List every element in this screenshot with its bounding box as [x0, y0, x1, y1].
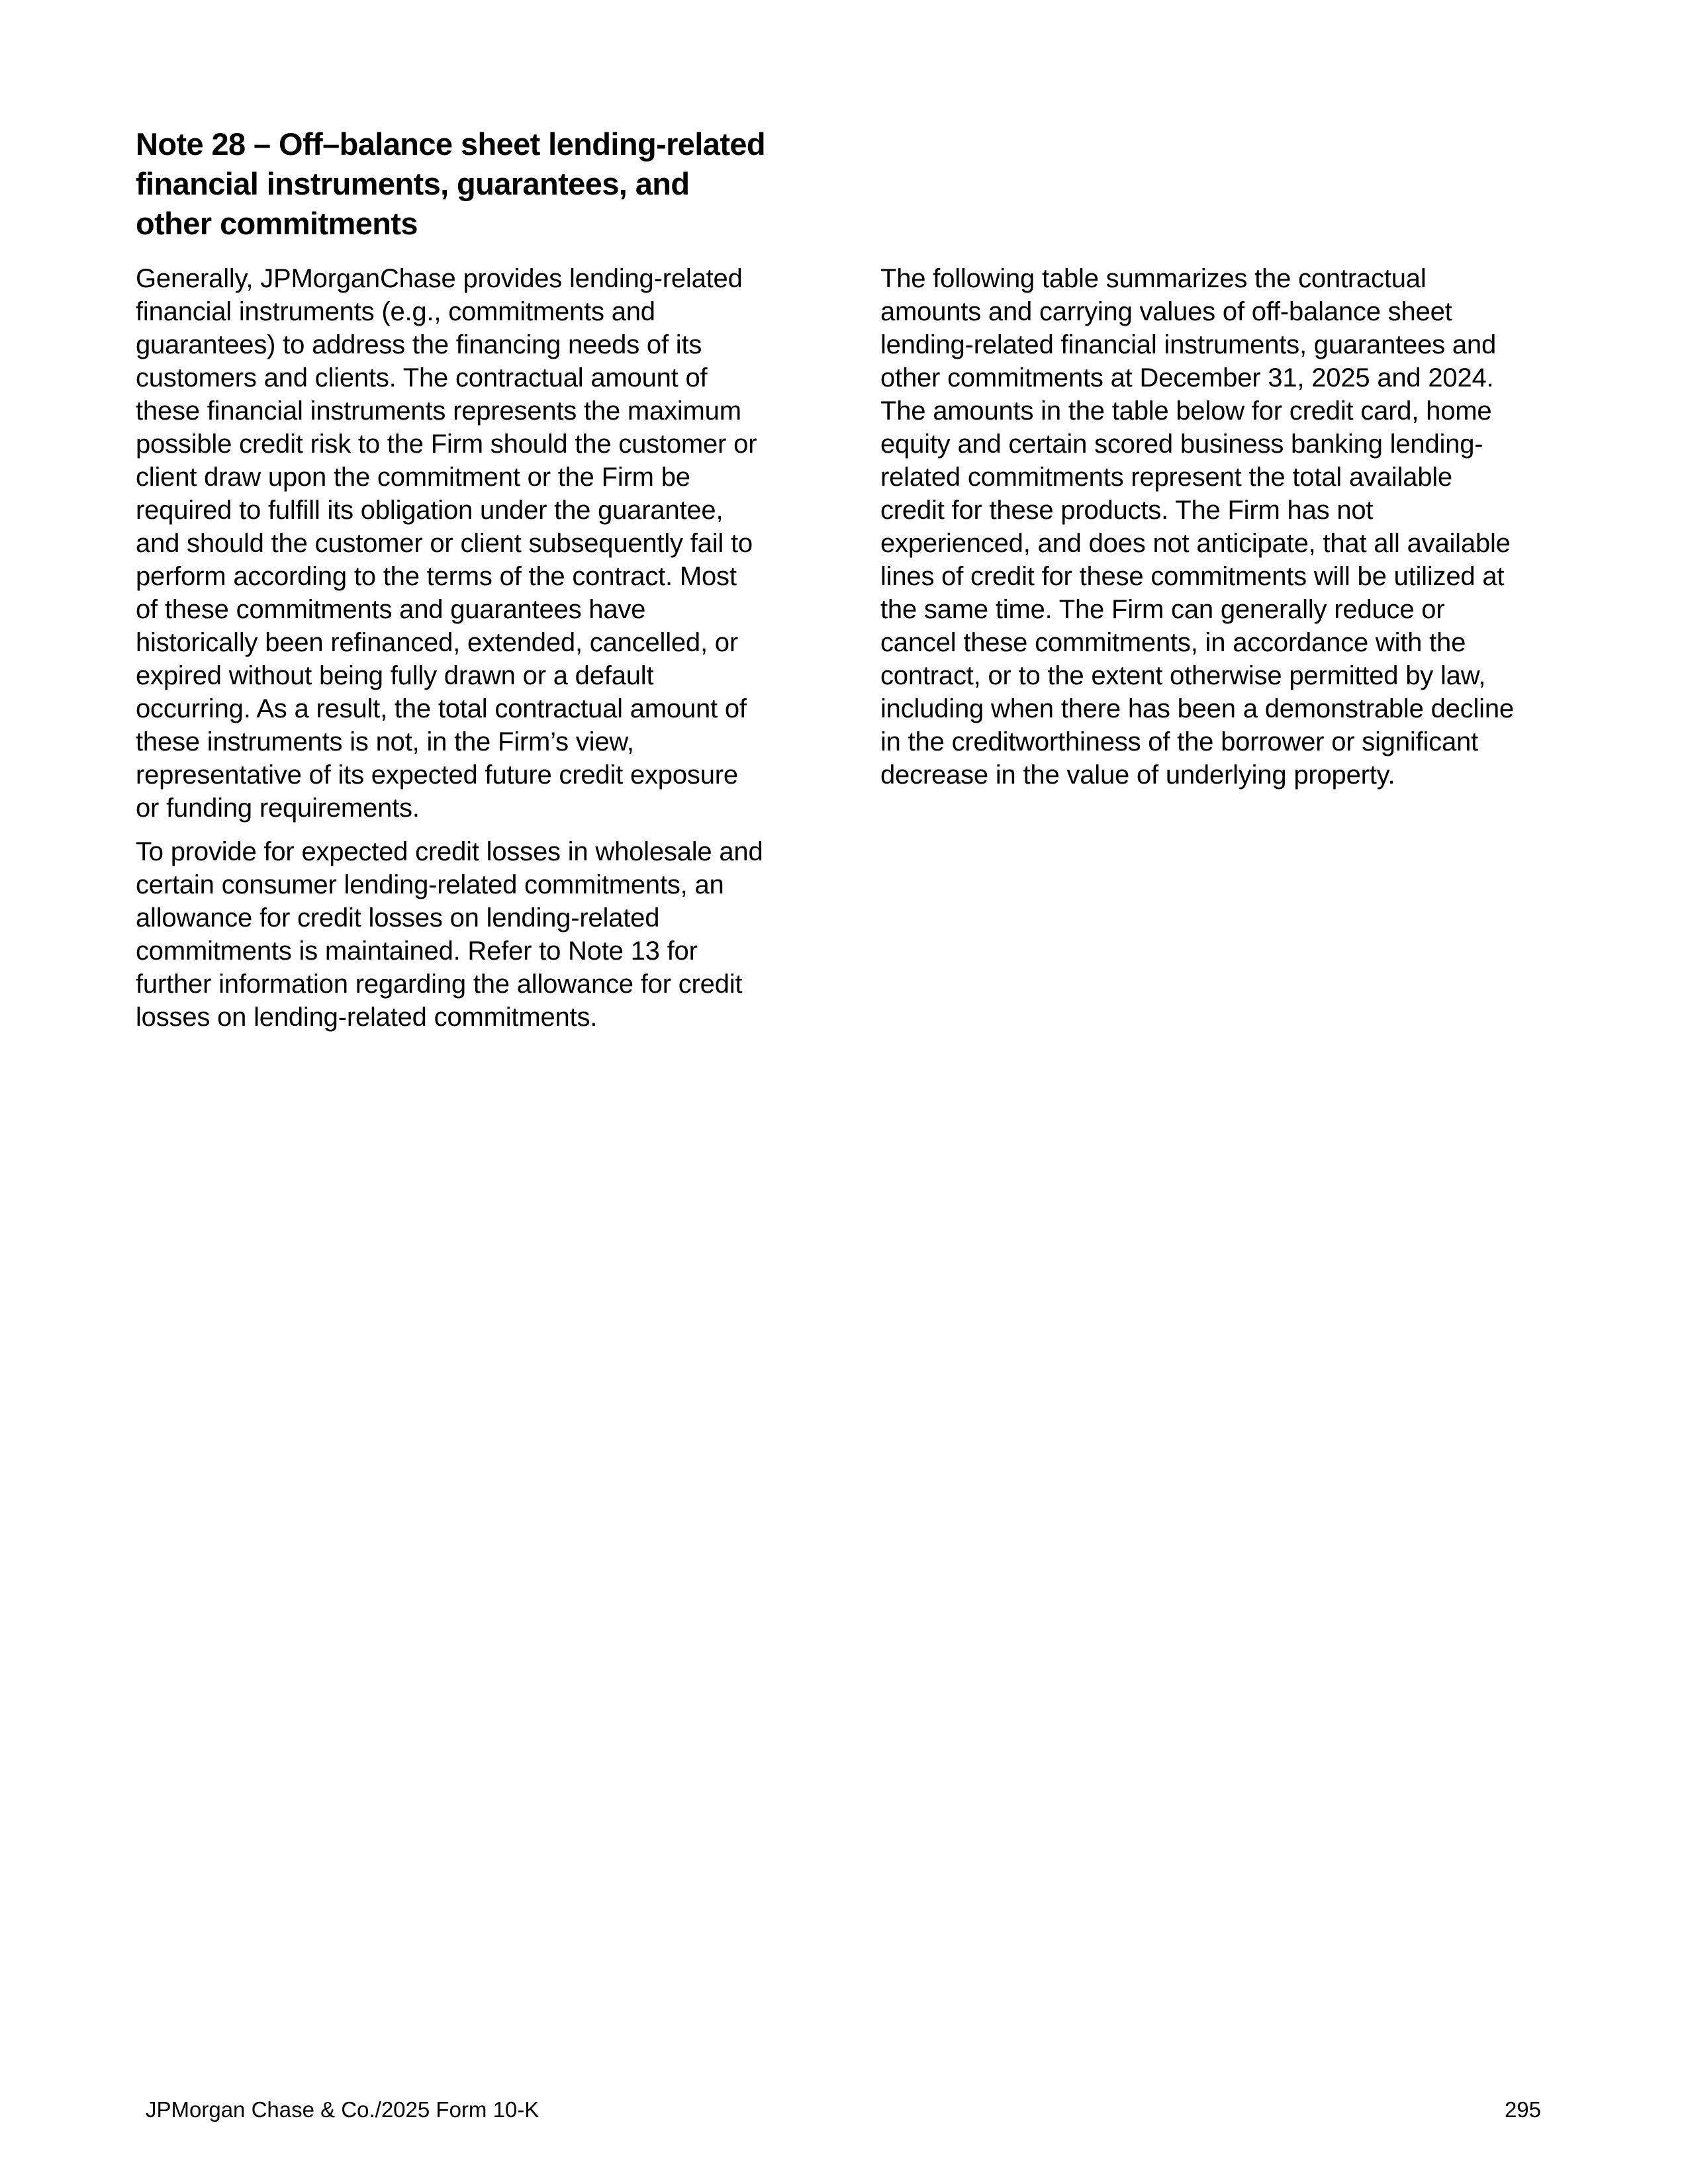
left-paragraph-2: To provide for expected credit losses in wholesale and certain consumer lending-related commitments, an allowance for credit losses on lending-related commitments is maintained. Refer to Note 13 for further information regarding the allowance for credit losses on lending-related commitments.	[136, 837, 763, 1032]
right-paragraph-1: The following table summarizes the contractual amounts and carrying values of off-balance sheet lending-related financial instruments, guarantees and other commitments at December 31, 2025 and 2024. The amounts in the table below for credit card, home equity and certain scored business banking lending- related commitments represent the total available credit for these products. The Firm has not experienced, and does not anticipate, that all available lines of credit for these commitments will be utilized at the same time. The Firm can generally reduce or cancel these commitments, in accordance with the contract, or to the extent otherwise permitted by law, including when there has been a demonstrable decline in the creditworthiness of the borrower or significant decrease in the value of underlying property.	[880, 264, 1514, 790]
footer-source: JPMorgan Chase & Co./2025 Form 10-K	[146, 2097, 539, 2122]
note-title: Note 28 – Off–balance sheet lending-related financial instruments, guarantees, and other commitments	[136, 126, 766, 241]
left-paragraph-1: Generally, JPMorganChase provides lending-related financial instruments (e.g., commitments and guarantees) to address the financing needs of its customers and clients. The contractual amount of these financial instruments represents the maximum possible credit risk to the Firm should the customer or client draw upon the commitment or the Firm be required to fulfill its obligation under the guarantee, and should the customer or client subsequently fail to perform according to the terms of the contract. Most of these commitments and guarantees have historically been refinanced, extended, cancelled, or expired without being fully drawn or a default occurring. As a result, the total contractual amount of these instruments is not, in the Firm’s view, representative of its expected future credit exposure or funding requirements.	[136, 264, 757, 823]
left-column	[136, 262, 824, 1034]
right-column	[880, 262, 1569, 792]
footer-page-number: 295	[1504, 2097, 1541, 2122]
